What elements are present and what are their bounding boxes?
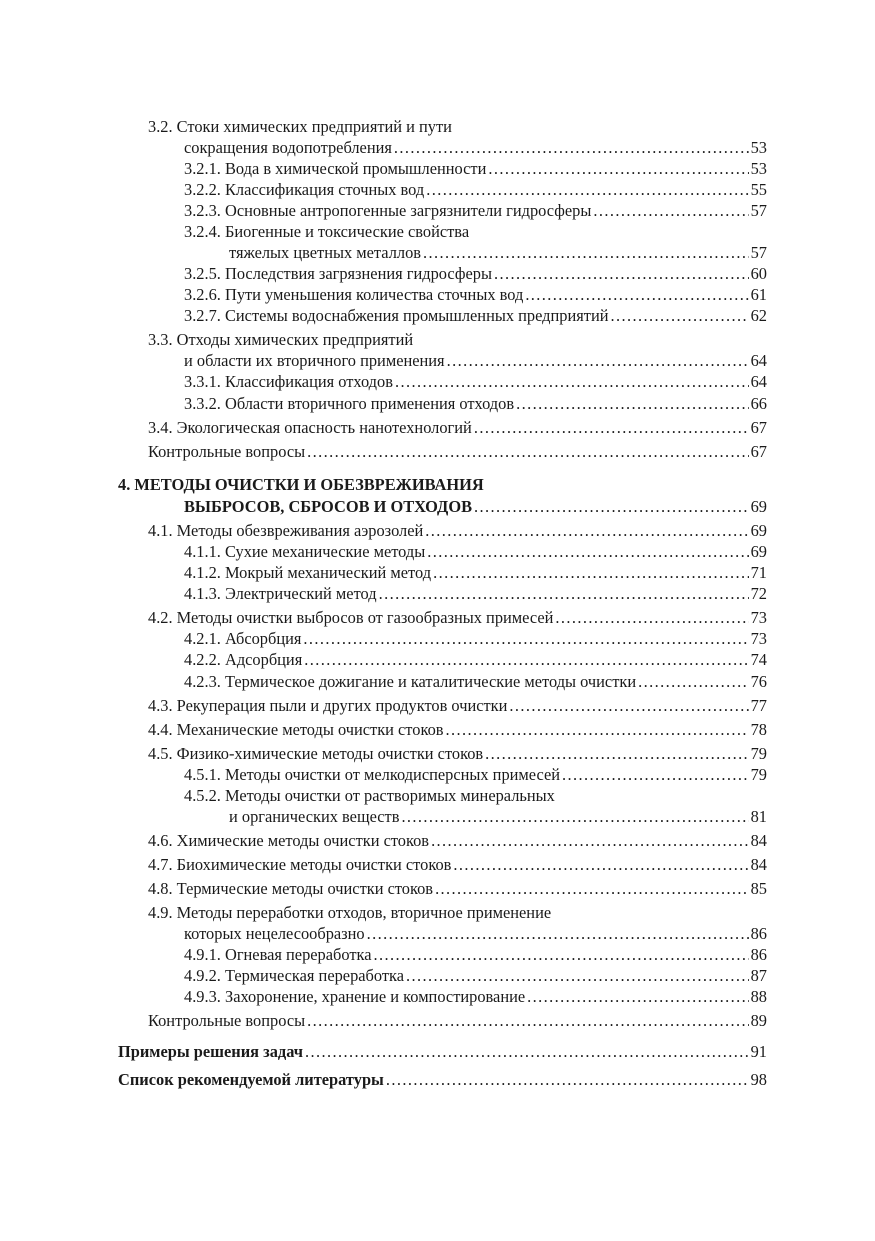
entry-title: 4.1. Методы обезвреживания аэрозолей [148,521,424,540]
entry-title: 3.3.2. Области вторичного применения отходов [184,394,515,413]
toc-entry [148,831,767,851]
dot-leader [485,744,748,764]
entry-title: Список рекомендуемой литературы [118,1070,384,1089]
dot-leader [406,966,749,986]
dot-leader [446,720,749,740]
toc-entry [184,786,767,806]
dot-leader [379,584,749,604]
entry-title: 3.2.7. Системы водоснабжения промышленных предприятий [184,306,609,325]
dot-leader [447,351,749,371]
toc-entry [148,442,767,462]
toc-entry [148,608,767,628]
toc-entry [184,180,767,200]
toc-entry [148,330,767,350]
toc-entry [184,351,767,371]
entry-title: которых нецелесообразно [184,924,365,943]
entry-title: 4.1.2. Мокрый механический метод [184,563,432,582]
entry-title: 4.9.3. Захоронение, хранение и компостирование [184,987,526,1006]
entry-title: сокращения водопотребления [184,138,392,157]
entry-page: 69 [750,521,767,540]
entry-page: 53 [750,138,767,157]
dot-leader [555,608,748,628]
entry-page: 55 [750,180,767,199]
entry-title: 4.1.1. Сухие механические методы [184,542,426,561]
entry-page: 98 [750,1070,767,1089]
entry-page: 78 [750,720,767,739]
toc-entry [148,117,767,137]
entry-page: 77 [750,696,767,715]
dot-leader [401,807,748,827]
entry-title: 4.1.3. Электрический метод [184,584,377,603]
toc-entry [184,372,767,392]
dot-leader [516,394,749,414]
entry-title: тяжелых цветных металлов [229,243,422,262]
toc-entry [184,138,767,158]
entry-page: 67 [750,442,767,461]
toc-chapter-heading [118,475,767,495]
toc-entry [184,987,767,1007]
dot-leader [494,264,749,284]
entry-page: 91 [750,1042,767,1061]
entry-title: 3.2.2. Классификация сточных вод [184,180,425,199]
entry-page: 64 [750,372,767,391]
toc-entry [184,672,767,692]
entry-title: 4.7. Биохимические методы очистки стоков [148,855,452,874]
entry-title: 4.9.2. Термическая переработка [184,966,405,985]
toc-entry [184,394,767,414]
entry-page: 84 [750,831,767,850]
entry-title: Контрольные вопросы [148,442,306,461]
dot-leader [562,765,749,785]
toc-entry-references [118,1070,767,1090]
toc-entry [148,744,767,764]
entry-title: 4.6. Химические методы очистки стоков [148,831,430,850]
dot-leader [367,924,749,944]
entry-page: 87 [750,966,767,985]
entry-page: 85 [750,879,767,898]
toc-entry-examples [118,1042,767,1062]
toc-entry [184,629,767,649]
toc-entry [184,306,767,326]
toc-entry [184,650,767,670]
dot-leader [488,159,748,179]
toc-entry [148,879,767,899]
toc-entry [184,285,767,305]
entry-title: 4.9. Методы переработки отходов, вторичное применение [148,903,552,922]
dot-leader [611,306,749,326]
entry-page: 69 [750,542,767,561]
entry-title: 4.5.2. Методы очистки от растворимых минеральных [184,786,555,805]
entry-page: 84 [750,855,767,874]
dot-leader [395,372,749,392]
toc-entry [148,1011,767,1031]
entry-title: и области их вторичного применения [184,351,445,370]
entry-page: 61 [750,285,767,304]
entry-title: 3.4. Экологическая опасность нанотехнологий [148,418,472,437]
entry-title: 4.3. Рекуперация пыли и других продуктов очистки [148,696,508,715]
dot-leader [435,879,749,899]
entry-page: 72 [750,584,767,603]
entry-page: 86 [750,924,767,943]
entry-title: 4.2.2. Адсорбция [184,650,303,669]
dot-leader [474,418,749,438]
entry-title: 3.2.3. Основные антропогенные загрязнители гидросферы [184,201,592,220]
dot-leader [474,497,749,517]
toc-entry [148,521,767,541]
entry-page: 81 [750,807,767,826]
entry-title: 4.4. Механические методы очистки стоков [148,720,444,739]
toc-entry [184,584,767,604]
entry-title: 3.2. Стоки химических предприятий и пути [148,117,452,136]
toc-entry [148,720,767,740]
entry-title: 3.3.1. Классификация отходов [184,372,393,391]
dot-leader [509,696,748,716]
entry-page: 57 [750,243,767,262]
entry-page: 88 [750,987,767,1006]
dot-leader [638,672,749,692]
entry-title: Примеры решения задач [118,1042,303,1061]
toc-entry [148,696,767,716]
toc-entry [184,201,767,221]
toc-entry [184,542,767,562]
entry-page: 64 [750,351,767,370]
entry-title: и органических веществ [229,807,400,826]
entry-page: 73 [750,629,767,648]
toc-entry [184,966,767,986]
dot-leader [525,285,748,305]
entry-page: 74 [750,650,767,669]
dot-leader [386,1070,749,1090]
toc-entry [229,243,767,263]
toc-chapter-heading [184,497,767,517]
entry-title: 4.5.1. Методы очистки от мелкодисперсных примесей [184,765,560,784]
toc-entry [148,418,767,438]
dot-leader [593,201,748,221]
entry-title: 4.2. Методы очистки выбросов от газообразных примесей [148,608,554,627]
entry-page: 57 [750,201,767,220]
entry-page: 79 [750,744,767,763]
entry-title: 3.2.5. Последствия загрязнения гидросферы [184,264,492,283]
toc-entry [148,855,767,875]
toc-entry [148,903,767,923]
dot-leader [426,180,748,200]
entry-page: 60 [750,264,767,283]
toc-entry [184,765,767,785]
entry-page: 62 [750,306,767,325]
entry-page: 69 [750,497,767,516]
dot-leader [394,138,749,158]
toc-entry [184,945,767,965]
entry-page: 53 [750,159,767,178]
toc-entry [184,222,767,242]
entry-page: 89 [750,1011,767,1030]
entry-title: 4.5. Физико-химические методы очистки стоков [148,744,484,763]
entry-page: 86 [750,945,767,964]
entry-title: 4.9.1. Огневая переработка [184,945,372,964]
entry-page: 79 [750,765,767,784]
dot-leader [527,987,748,1007]
dot-leader [427,542,748,562]
entry-title: 4.8. Термические методы очистки стоков [148,879,434,898]
dot-leader [453,855,748,875]
entry-title: 3.2.1. Вода в химической промышленности [184,159,487,178]
entry-page: 67 [750,418,767,437]
dot-leader [373,945,748,965]
entry-title: 4.2.3. Термическое дожигание и каталитические методы очистки [184,672,637,691]
entry-title: ВЫБРОСОВ, СБРОСОВ И ОТХОДОВ [184,497,473,516]
entry-page: 66 [750,394,767,413]
entry-title: 4. МЕТОДЫ ОЧИСТКИ И ОБЕЗВРЕЖИВАНИЯ [118,475,484,494]
entry-page: 71 [750,563,767,582]
dot-leader [305,1042,749,1062]
entry-title: 3.2.4. Биогенные и токсические свойства [184,222,470,241]
toc-entry [184,159,767,179]
entry-page: 76 [750,672,767,691]
entry-title: Контрольные вопросы [148,1011,306,1030]
dot-leader [431,831,749,851]
toc-entry [184,264,767,284]
entry-title: 3.3. Отходы химических предприятий [148,330,414,349]
entry-title: 4.2.1. Абсорбция [184,629,302,648]
dot-leader [423,243,749,263]
entry-title: 3.2.6. Пути уменьшения количества сточных вод [184,285,524,304]
dot-leader [307,442,748,462]
toc-entry [184,563,767,583]
dot-leader [303,629,748,649]
toc-entry [184,924,767,944]
dot-leader [307,1011,748,1031]
dot-leader [304,650,748,670]
dot-leader [433,563,749,583]
entry-page: 73 [750,608,767,627]
toc-entry [229,807,767,827]
dot-leader [425,521,748,541]
